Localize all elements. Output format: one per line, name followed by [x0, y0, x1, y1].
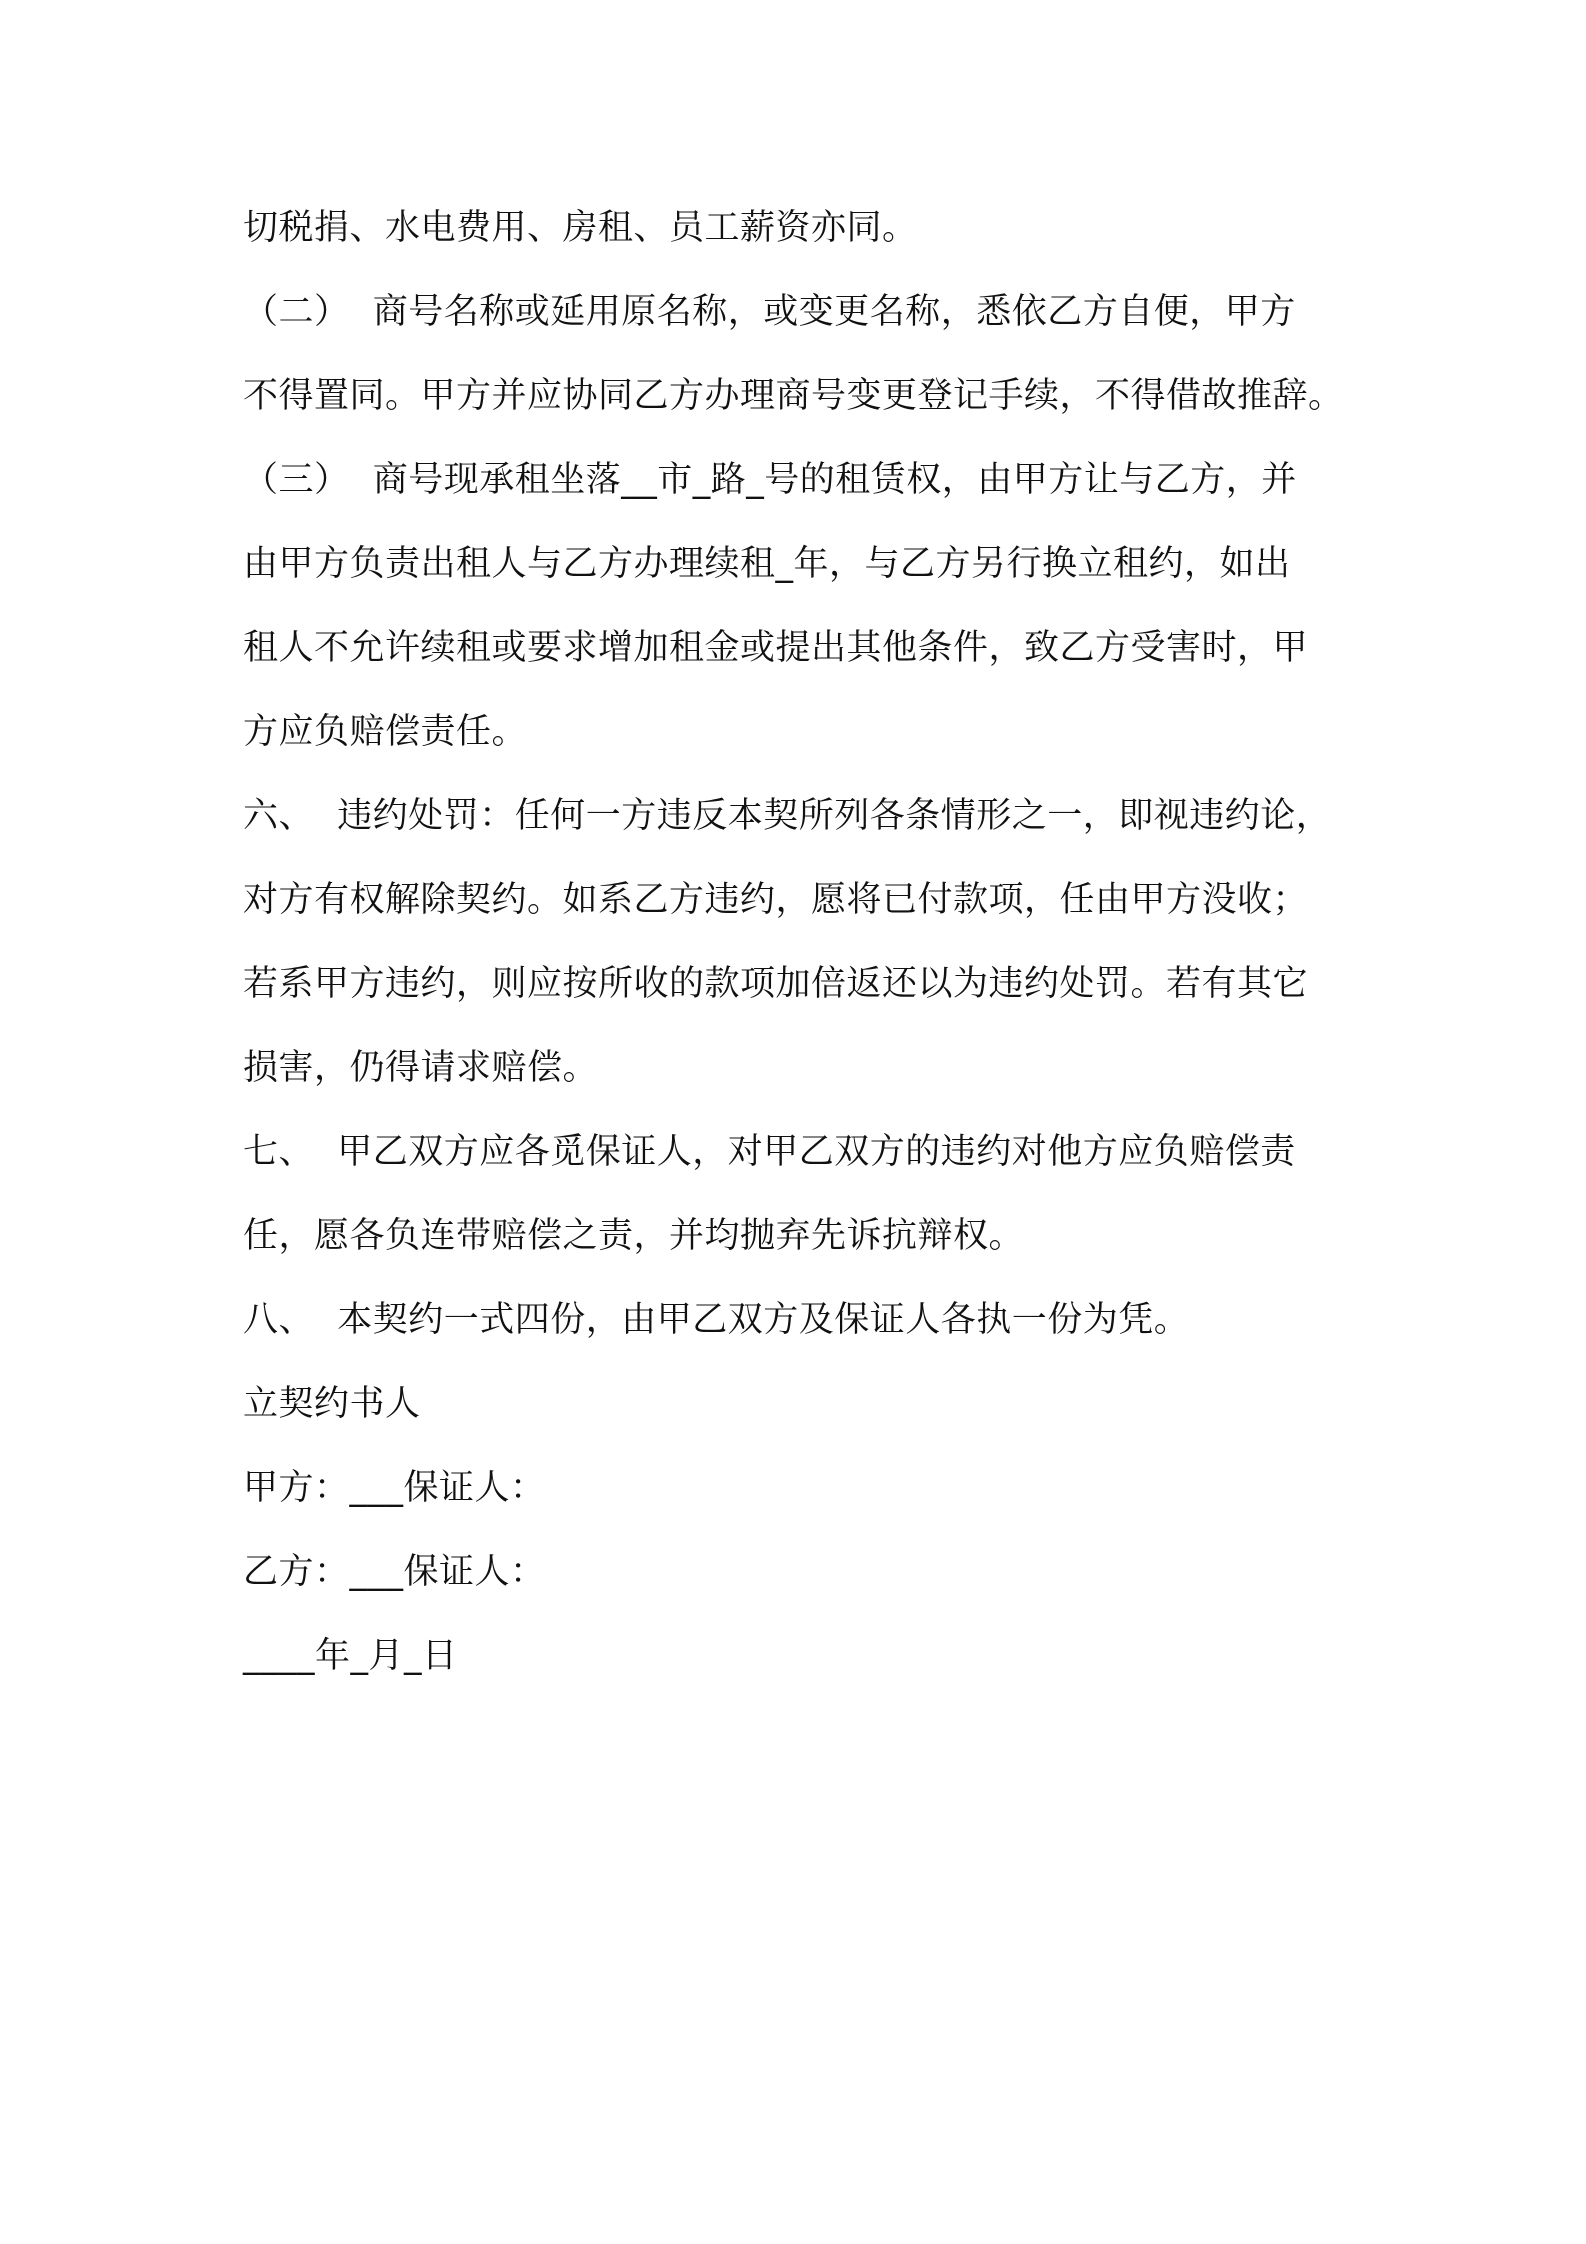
text-line: 租人不允许续租或要求增加租金或提出其他条件，致乙方受害时，甲 [243, 628, 1309, 668]
text-line: 乙方：___保证人： [243, 1552, 546, 1592]
text-line: 任，愿各负连带赔偿之责，并均抛弃先诉抗辩权。 [243, 1216, 1025, 1256]
text-line: 立契约书人 [243, 1384, 421, 1424]
text-line: 对方有权解除契约。如系乙方违约，愿将已付款项，任由甲方没收； [243, 880, 1309, 920]
text-line: ____年_月_日 [243, 1636, 458, 1676]
text-line: 六、 违约处罚：任何一方违反本契所列各条情形之一，即视违约论， [243, 796, 1332, 836]
text-line: 若系甲方违约，则应按所收的款项加倍返还以为违约处罚。若有其它 [243, 964, 1309, 1004]
text-line: （三） 商号现承租坐落__市_路_号的租赁权，由甲方让与乙方，并 [243, 460, 1297, 500]
text-line: 不得置同。甲方并应协同乙方办理商号变更登记手续，不得借故推辞。 [243, 376, 1344, 416]
text-line: 切税捐、水电费用、房租、员工薪资亦同。 [243, 208, 918, 248]
text-line: 方应负赔偿责任。 [243, 712, 528, 752]
text-line: 由甲方负责出租人与乙方办理续租_年，与乙方另行换立租约，如出 [243, 544, 1291, 584]
text-line: 甲方：___保证人： [243, 1468, 546, 1508]
text-line: （二） 商号名称或延用原名称，或变更名称，悉依乙方自便，甲方 [243, 292, 1296, 332]
text-line: 八、 本契约一式四份，由甲乙双方及保证人各执一份为凭。 [243, 1300, 1190, 1340]
text-line: 损害，仍得请求赔偿。 [243, 1048, 599, 1088]
text-line: 七、 甲乙双方应各觅保证人，对甲乙双方的违约对他方应负赔偿责 [243, 1132, 1296, 1172]
